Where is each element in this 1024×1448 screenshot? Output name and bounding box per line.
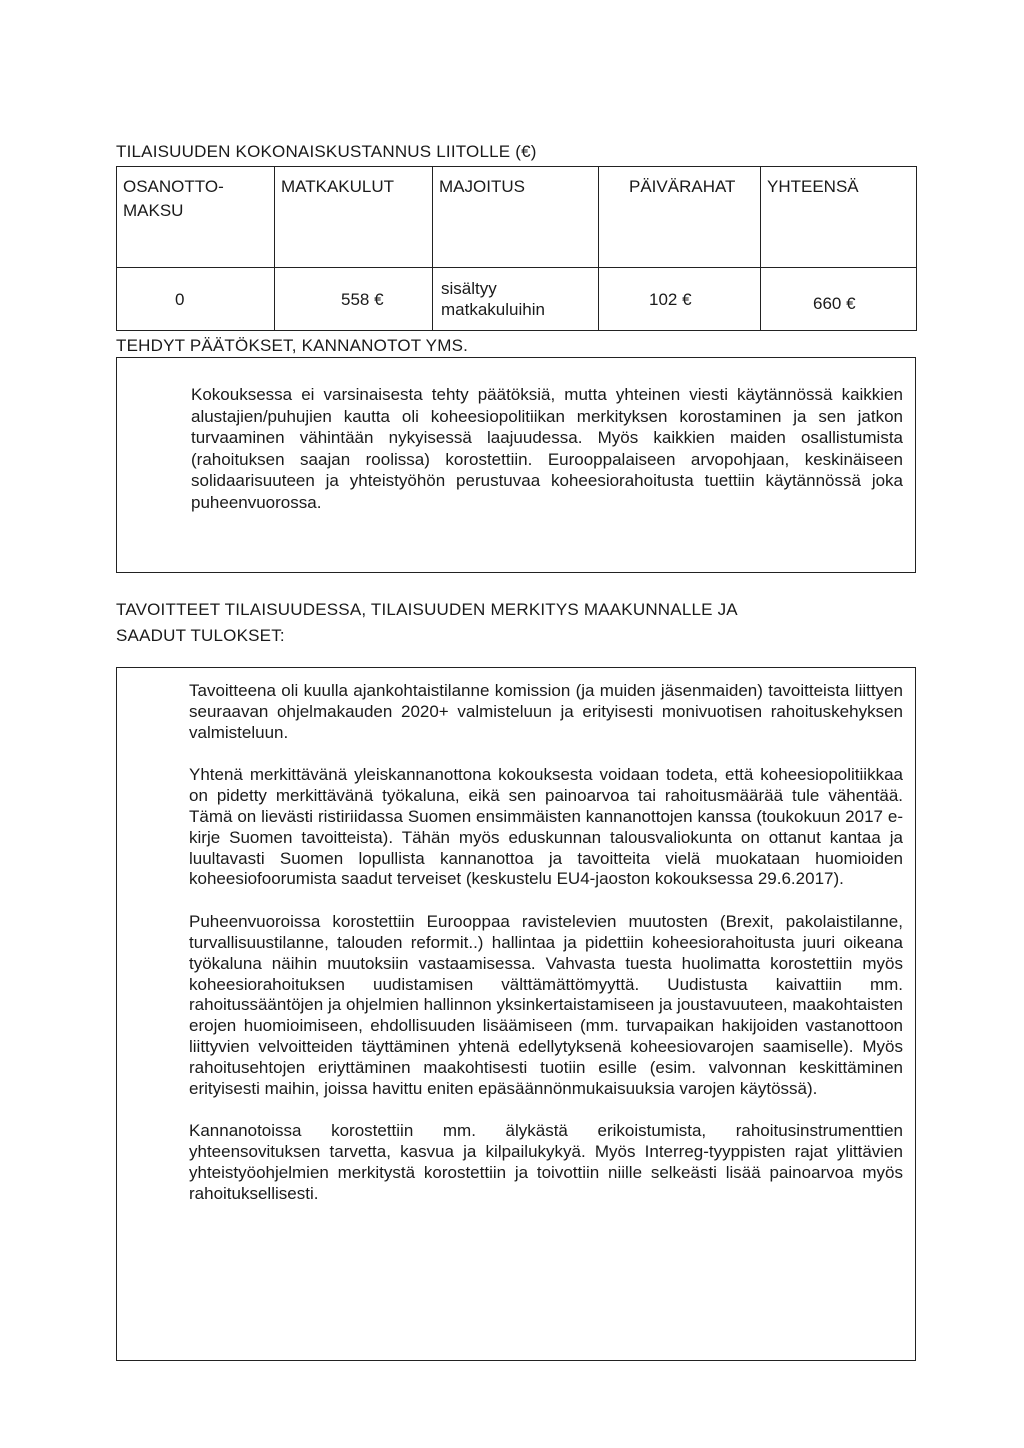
goals-section-title-line2: SAADUT TULOKSET: <box>116 626 285 645</box>
goals-paragraph-3: Puheenvuoroissa korostettiin Eurooppaa ravistelevien muutosten (Brexit, pakolaistilanne, turvallisuustilanne, talouden reformit..) hallintaa ja pidettiin koheesiorahoitusta juuri oikeana työkaluna näihin muutoksiin vastaamisessa. Vahvasta tuesta huolimatta korostettiin myös koheesiorahoituksen uudistamisen välttämättömyyttä. Uudistusta kaivattiin mm. rahoitussääntöjen ja ohjelmien hallinnon yksinkertaistamiseen ja joustavuuteen, maakohtaisten erojen huomioimiseen, ehdollisuuden lisäämiseen (mm. turvapaikan hakijoiden vastanottoon liittyvien velvoitteiden täyttäminen yhtenä edellytyksenä koheesiovarojen saamiselle). Myös rahoitusehtojen eriyttäminen maakohtisesti tuotiin esille (esim. valvonnan keskittäminen erityisesti maihin, joissa havittu eniten epäsäännönmukaisuuksia varojen käytössä). <box>189 912 903 1098</box>
value-participation-fee: 0 <box>117 268 275 331</box>
value-daily-allowance: 102 € <box>599 268 761 331</box>
value-total: 660 € <box>761 268 917 331</box>
cost-section-title: TILAISUUDEN KOKONAISKUSTANNUS LIITOLLE (€) <box>116 142 537 161</box>
cost-table-header-row <box>117 167 917 268</box>
value-travel-costs: 558 € <box>275 268 433 331</box>
goals-section-title-line1: TAVOITTEET TILAISUUDESSA, TILAISUUDEN MERKITYS MAAKUNNALLE JA <box>116 600 738 619</box>
goals-paragraph-2: Yhtenä merkittävänä yleiskannanottona kokouksesta voidaan todeta, että koheesiopolitiikkaa on pidetty merkittävänä työkaluna, eikä sen painoarvoa tai rahoitusmäärää tule vähentää. Tämä on lievästi ristiriidassa Suomen ensimmäisten kannanottojen kanssa (toukokuun 2017 e-kirje Suomen tavoitteista). Tähän myös eduskunnan talousvaliokunta on ottanut kantaa ja luultavasti Suomen lopullista kannanottoa ja tavoitteita vielä muokataan huomioiden koheesiofoorumista saadut terveiset (keskustelu EU4-jaoston kokouksessa 29.6.2017). <box>189 765 903 889</box>
cost-table-value-row <box>117 268 917 331</box>
header-participation-fee: OSANOTTO-MAKSU <box>117 167 275 268</box>
header-total: YHTEENSÄ <box>761 167 917 268</box>
value-accommodation: sisältyy matkakuluihin <box>433 268 599 331</box>
header-daily-allowance: PÄIVÄRAHAT <box>599 167 761 268</box>
decisions-section-title: TEHDYT PÄÄTÖKSET, KANNANOTOT YMS. <box>116 336 469 355</box>
goals-paragraph-4: Kannanotoissa korostettiin mm. älykästä erikoistumista, rahoitusinstrumenttien yhteensovituksen tarvetta, kasvua ja kilpailukykyä. Myös Interreg-tyyppisten rajat ylittävien yhteistyöohjelmien merkitystä korostettiin ja toivottiin niille selkeästi lisää painoarvoa myös rahoituksellisesti. <box>189 1121 903 1203</box>
goals-paragraph-1: Tavoitteena oli kuulla ajankohtaistilanne komission (ja muiden jäsenmaiden) tavoitteista liittyen seuraavan ohjelmakauden 2020+ valmisteluun ja erityisesti monivuotisen rahoituskehyksen valmisteluun. <box>189 681 903 742</box>
decisions-box <box>116 357 916 573</box>
header-travel-costs: MATKAKULUT <box>275 167 433 268</box>
goals-box <box>116 667 916 1361</box>
header-accommodation: MAJOITUS <box>433 167 599 268</box>
cost-table <box>116 166 917 331</box>
decisions-text: Kokouksessa ei varsinaisesta tehty päätöksiä, mutta yhteinen viesti käytännössä kaikkien alustajien/puhujien kautta oli koheesiopolitiikan merkityksen korostaminen ja sen jatkon turvaaminen vähintään nykyisessä laajuudessa. Myös kaikkien maiden osallistumista (rahoituksen saajan roolissa) korostettiin. Eurooppalaiseen arvopohjaan, keskinäiseen solidaarisuuteen ja yhteistyöhön perustuvaa koheesiorahoitusta tuettiin käytännössä joka puheenvuorossa. <box>191 385 903 512</box>
